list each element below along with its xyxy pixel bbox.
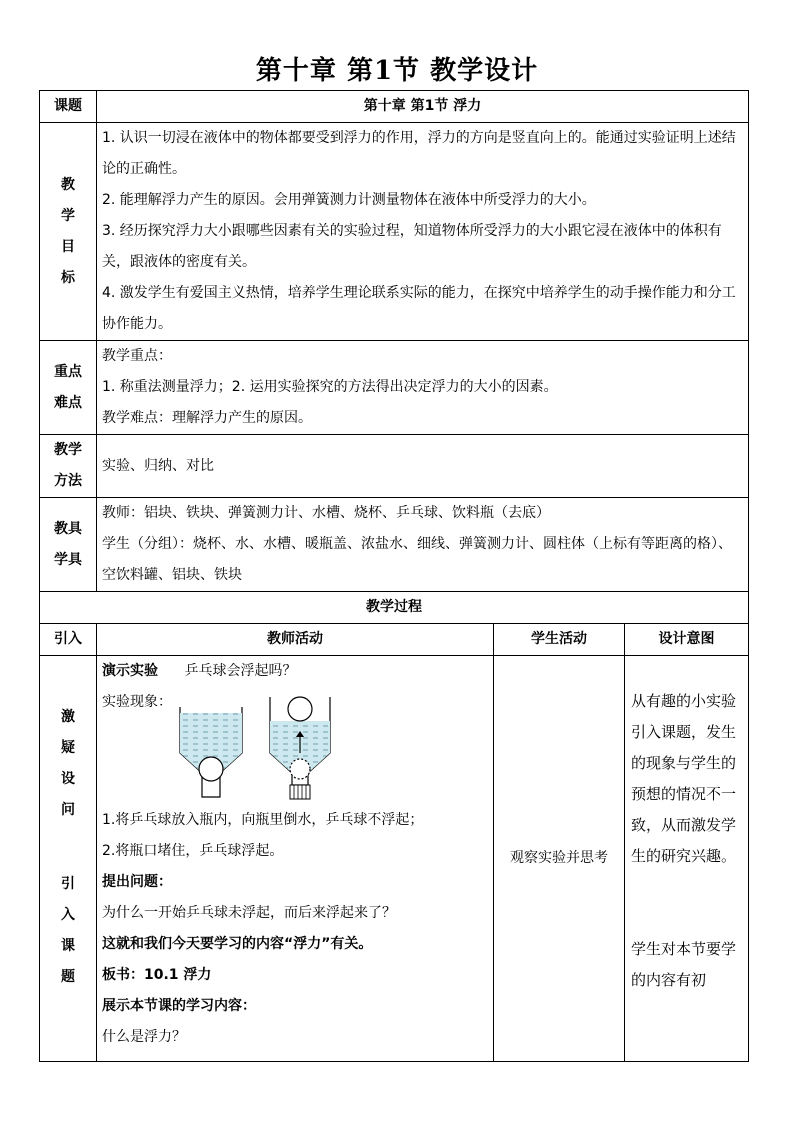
key-row (40, 341, 749, 435)
process-header: 教学过程 (40, 592, 749, 624)
method-row (40, 435, 749, 498)
left-bottle-icon (180, 707, 242, 797)
student-activity: 观察实验并思考 (494, 656, 625, 1062)
tools-row (40, 498, 749, 592)
col-intent: 设计意图 (625, 624, 749, 656)
goal-item: 3. 经历探究浮力大小跟哪些因素有关的实验过程，知道物体所受浮力的大小跟它浸在液体中的体积有关，跟液体的密度有关。 (102, 223, 722, 270)
goals-label: 教 学 目 标 (40, 123, 97, 341)
phenomenon-label: 实验现象： (102, 694, 172, 710)
goal-item: 1. 认识一切浸在液体中的物体都要受到浮力的作用，浮力的方向是竖直向上的。能通过实验证明上述结论的正确性。 (102, 130, 736, 177)
right-bottle-icon (270, 697, 330, 799)
col-intro: 引入 (40, 624, 97, 656)
goal-item: 2. 能理解浮力产生的原因。会用弹簧测力计测量物体在液体中所受浮力的大小。 (102, 192, 596, 208)
teacher-activity: 演示实验 乒乓球会浮起吗？ 实验现象： 1.将乒乓球放入瓶内，向瓶里倒水，乒乓球不浮起； 2.将瓶口堵住，乒乓球浮起。 提出问题： 为什么一开始乒乓球未浮起，而后来浮起来了？ 这就和我们今天要学习的内容“浮力”有关。 板书：10.1 浮力 展示本节课的学习内容： 什么是浮力？ (97, 656, 494, 1062)
col-student: 学生活动 (494, 624, 625, 656)
process-header-row (40, 592, 749, 624)
page-title: 第十章 第1节 教学设计 (255, 56, 539, 86)
goal-item: 4. 激发学生有爱国主义热情，培养学生理论联系实际的能力，在探究中培养学生的动手操作能力和分工协作能力。 (102, 285, 736, 332)
topic-row (40, 91, 749, 123)
method-label: 教学 方法 (40, 435, 97, 498)
col-teacher: 教师活动 (97, 624, 494, 656)
process-row (40, 656, 749, 1062)
bottle-experiment-diagram (172, 693, 332, 805)
goals-content (97, 123, 749, 341)
key-content: 教学重点： 1. 称重法测量浮力；2. 运用实验探究的方法得出决定浮力的大小的因素。 教学难点：理解浮力产生的原因。 (97, 341, 749, 435)
demo-title: 演示实验 (102, 663, 158, 679)
demo-question: 乒乓球会浮起吗？ (184, 663, 297, 679)
lesson-plan-table (39, 90, 749, 1062)
process-columns-row (40, 624, 749, 656)
topic-label: 课题 (40, 91, 97, 123)
goals-row (40, 123, 749, 341)
tools-content: 教师：铝块、铁块、弹簧测力计、水槽、烧杯、乒乓球、饮料瓶（去底） 学生（分组）：烧杯、水、水槽、暖瓶盖、浓盐水、细线、弹簧测力计、圆柱体（上标有等距离的格）、空饮料罐、铝块、铁块 (97, 498, 749, 592)
design-intent: 从有趣的小实验引入课题，发生的现象与学生的预想的情况不一致，从而激发学生的研究兴趣。 学生对本节要学的内容有初 (625, 656, 749, 1062)
method-value: 实验、归纳、对比 (97, 435, 749, 498)
tools-label: 教具 学具 (40, 498, 97, 592)
topic-value: 第十章 第1节 浮力 (97, 91, 749, 123)
key-label: 重点 难点 (40, 341, 97, 435)
process-side-label: 激 疑 设 问 引 入 课 题 (40, 656, 97, 1062)
